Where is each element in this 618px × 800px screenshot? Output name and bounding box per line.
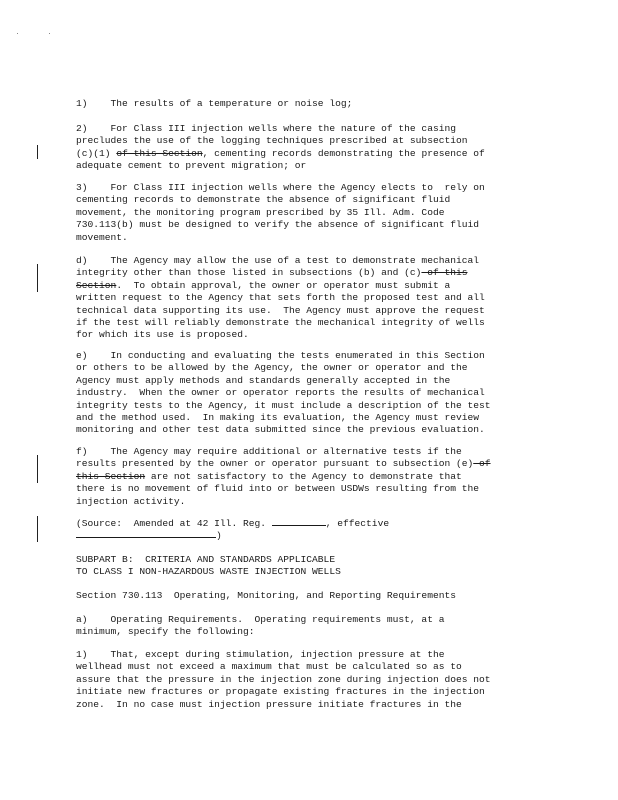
paragraph-line: wellhead must not exceed a maximum that must be calculated so as to xyxy=(76,661,462,673)
change-bar xyxy=(37,455,38,483)
source-line: ) xyxy=(216,530,222,542)
paragraph-line: f) The Agency may require additional or alternative tests if the xyxy=(76,446,462,457)
paragraph-line: . To obtain approval, the owner or operator must submit a xyxy=(116,279,451,291)
struck-text: Section xyxy=(76,279,117,291)
paragraph-line: zone. In no case must injection pressure initiate fractures in the xyxy=(76,698,462,710)
paragraph-a xyxy=(76,614,546,639)
paragraph-line: are not satisfactory to the Agency to demonstrate that xyxy=(145,470,462,482)
subpart-heading xyxy=(76,554,546,579)
scan-speck xyxy=(49,33,50,34)
paragraph-line: if the test will reliably demonstrate the mechanical integrity of wells xyxy=(76,317,485,329)
scan-speck xyxy=(17,33,18,34)
paragraph-line: for which its use is proposed. xyxy=(76,329,249,341)
paragraph-line: d) The Agency may allow the use of a test to demonstrate mechanical xyxy=(76,255,480,266)
paragraph-1 xyxy=(76,98,546,110)
paragraph-line: a) Operating Requirements. Operating requirements must, at a xyxy=(76,614,445,625)
paragraph-line: 1) That, except during stimulation, injection pressure at the xyxy=(76,649,445,660)
paragraph-line: technical data supporting its use. The Agency must approve the request xyxy=(76,304,485,316)
paragraph-line: 1) The results of a temperature or noise log; xyxy=(76,98,353,109)
struck-text: this Section xyxy=(76,470,146,482)
paragraph-line: , cementing records demonstrating the presence of xyxy=(202,147,485,159)
heading-line: SUBPART B: CRITERIA AND STANDARDS APPLICABLE xyxy=(76,554,336,565)
section-heading xyxy=(76,590,546,602)
change-bar xyxy=(37,264,38,292)
paragraph-line: injection activity. xyxy=(76,495,186,507)
paragraph-line: cementing records to demonstrate the absence of significant fluid xyxy=(76,194,451,206)
paragraph-line: initiate new fractures or propagate existing fractures in the injection xyxy=(76,686,485,698)
source-line: (Source: Amended at 42 Ill. Reg. xyxy=(76,518,272,529)
change-bar xyxy=(37,145,38,159)
paragraph-line: movement, the monitoring program prescribed by 35 Ill. Adm. Code xyxy=(76,206,445,218)
paragraph-line: or others to be allowed by the Agency, the owner or operator and the xyxy=(76,362,468,374)
struck-text: of this xyxy=(421,267,468,279)
heading-line: TO CLASS I NON-HAZARDOUS WASTE INJECTION WELLS xyxy=(76,566,341,578)
paragraph-line: results presented by the owner or operator pursuant to subsection (e) xyxy=(76,458,474,470)
paragraph-d xyxy=(76,255,546,342)
paragraph-line: assure that the pressure in the injection zone during injection does not xyxy=(76,673,491,685)
paragraph-line: movement. xyxy=(76,231,128,243)
blank-line xyxy=(272,524,326,526)
heading-line: Section 730.113 Operating, Monitoring, and Reporting Requirements xyxy=(76,590,456,601)
paragraph-f xyxy=(76,446,546,508)
source-line: , effective xyxy=(325,518,390,529)
paragraph-line: industry. When the owner or operator reports the results of mechanical xyxy=(76,387,485,399)
paragraph-line: there is no movement of fluid into or between USDWs resulting from the xyxy=(76,483,480,495)
paragraph-line: integrity other than those listed in subsections (b) and (c) xyxy=(76,267,422,279)
paragraph-line: and the method used. In making its evaluation, the Agency must review xyxy=(76,412,480,424)
paragraph-a1 xyxy=(76,649,546,711)
paragraph-line: precludes the use of the logging techniques prescribed at subsection xyxy=(76,135,468,147)
paragraph-line: 730.113(b) must be designed to verify the absence of significant fluid xyxy=(76,219,480,231)
paragraph-line: Agency must apply methods and standards generally accepted in the xyxy=(76,374,451,386)
paragraph-line: (c)(1) xyxy=(76,147,117,159)
struck-text: of this Section xyxy=(116,147,203,159)
paragraph-line: monitoring and other test data submitted since the previous evaluation. xyxy=(76,424,485,436)
paragraph-line: adequate cement to prevent migration; or xyxy=(76,160,307,172)
paragraph-line: integrity tests to the Agency, it must include a description of the test xyxy=(76,399,491,411)
paragraph-3 xyxy=(76,182,546,244)
paragraph-2 xyxy=(76,123,546,173)
paragraph-line: minimum, specify the following: xyxy=(76,626,255,638)
paragraph-line: written request to the Agency that sets forth the proposed test and all xyxy=(76,292,485,304)
paragraph-line: 2) For Class III injection wells where the nature of the casing xyxy=(76,123,456,134)
source-note xyxy=(76,518,546,543)
paragraph-line: e) In conducting and evaluating the tests enumerated in this Section xyxy=(76,350,485,361)
paragraph-e xyxy=(76,350,546,437)
blank-line xyxy=(76,536,216,538)
change-bar xyxy=(37,516,38,542)
paragraph-line: 3) For Class III injection wells where the Agency elects to rely on xyxy=(76,182,485,193)
struck-text: of xyxy=(473,458,491,470)
